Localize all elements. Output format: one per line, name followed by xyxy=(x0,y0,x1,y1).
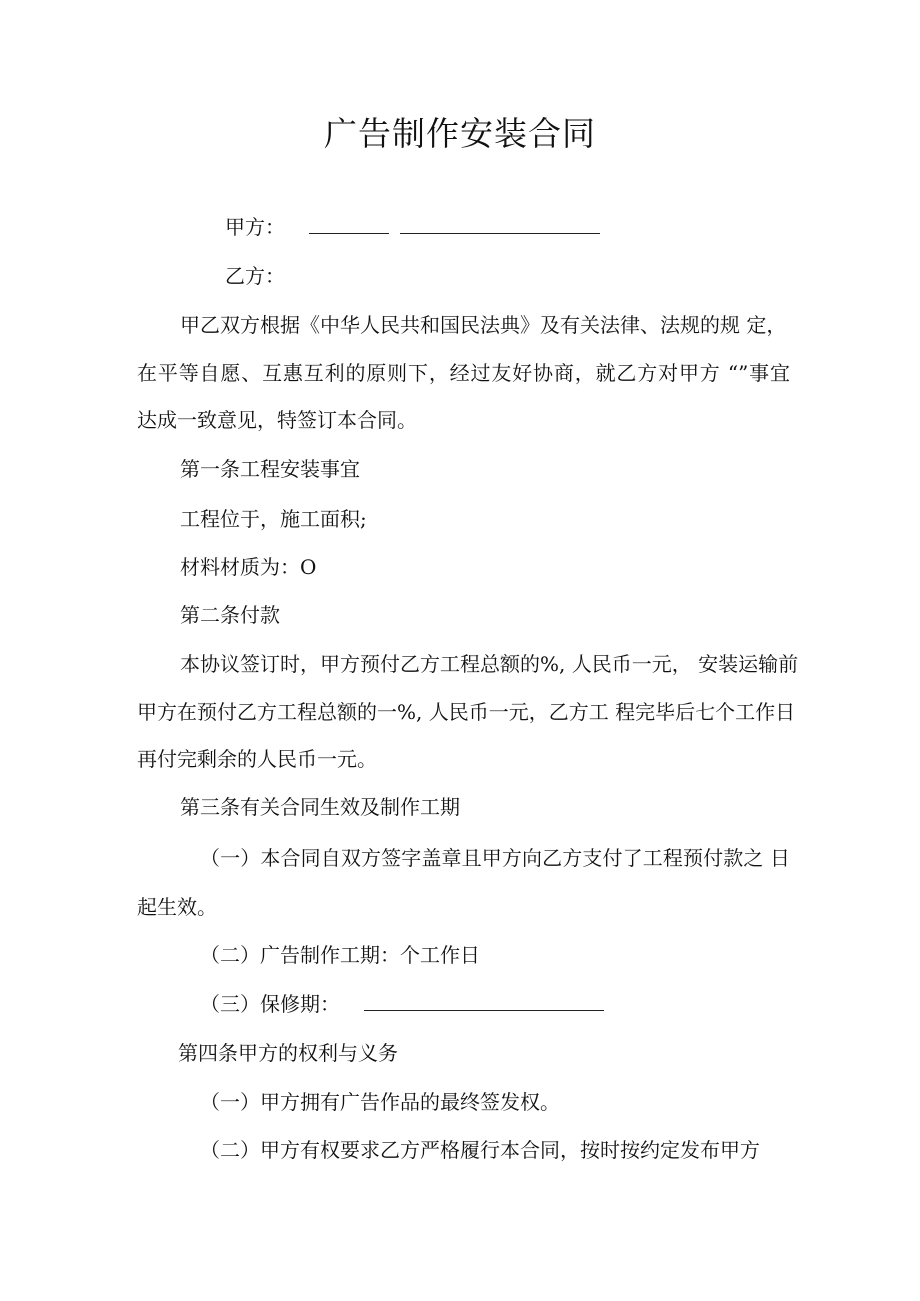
article-1-material: 材料材质为：O xyxy=(180,555,317,579)
article-2-line-3: 再付完剩余的人民币一元。 xyxy=(137,747,377,771)
article-4-heading: 第四条甲方的权利与义务 xyxy=(178,1041,398,1065)
party-b-line xyxy=(225,262,285,290)
article-4-item-1: （一）甲方拥有广告作品的最终签发权。 xyxy=(200,1090,560,1114)
article-3-item-2: （二）广告制作工期：个工作日 xyxy=(200,943,480,967)
preamble-line-2: 在平等自愿、互惠互利的原则下，经过友好协商，就乙方对甲方 “”事宜 xyxy=(137,361,790,385)
article-3-item-1-line-1: （一）本合同自双方签字盖章且甲方向乙方支付了工程预付款之 日 xyxy=(200,846,790,870)
warranty-label: （三）保修期： xyxy=(200,992,340,1016)
article-2-line-1: 本协议签订时，甲方预付乙方工程总额的%, 人民币一元， 安装运输前 xyxy=(180,652,799,676)
warranty-blank xyxy=(364,990,604,1011)
article-3-heading: 第三条有关合同生效及制作工期 xyxy=(180,795,460,819)
party-a-label: 甲方： xyxy=(225,215,285,239)
article-2-line-2: 甲方在预付乙方工程总额的一%, 人民币一元，乙方工 程完毕后七个工作日 xyxy=(137,700,796,724)
article-3-item-1-line-2: 起生效。 xyxy=(137,895,217,919)
article-2-heading: 第二条付款 xyxy=(180,603,280,627)
article-3-item-3-line xyxy=(200,990,604,1018)
party-a-blank-1 xyxy=(309,213,389,234)
party-a-line xyxy=(225,213,600,241)
party-b-label: 乙方： xyxy=(225,264,285,288)
preamble-line-3: 达成一致意见，特签订本合同。 xyxy=(137,408,417,432)
article-1-heading: 第一条工程安装事宜 xyxy=(180,457,360,481)
preamble-line-1: 甲乙双方根据《中华人民共和国民法典》及有关法律、法规的规 定， xyxy=(180,313,787,337)
article-1-location: 工程位于，施工面积; xyxy=(180,507,367,531)
article-4-item-2: （二）甲方有权要求乙方严格履行本合同，按时按约定发布甲方 xyxy=(200,1138,760,1162)
party-a-blank-2 xyxy=(400,213,600,234)
document-title: 广告制作安装合同 xyxy=(324,114,596,153)
